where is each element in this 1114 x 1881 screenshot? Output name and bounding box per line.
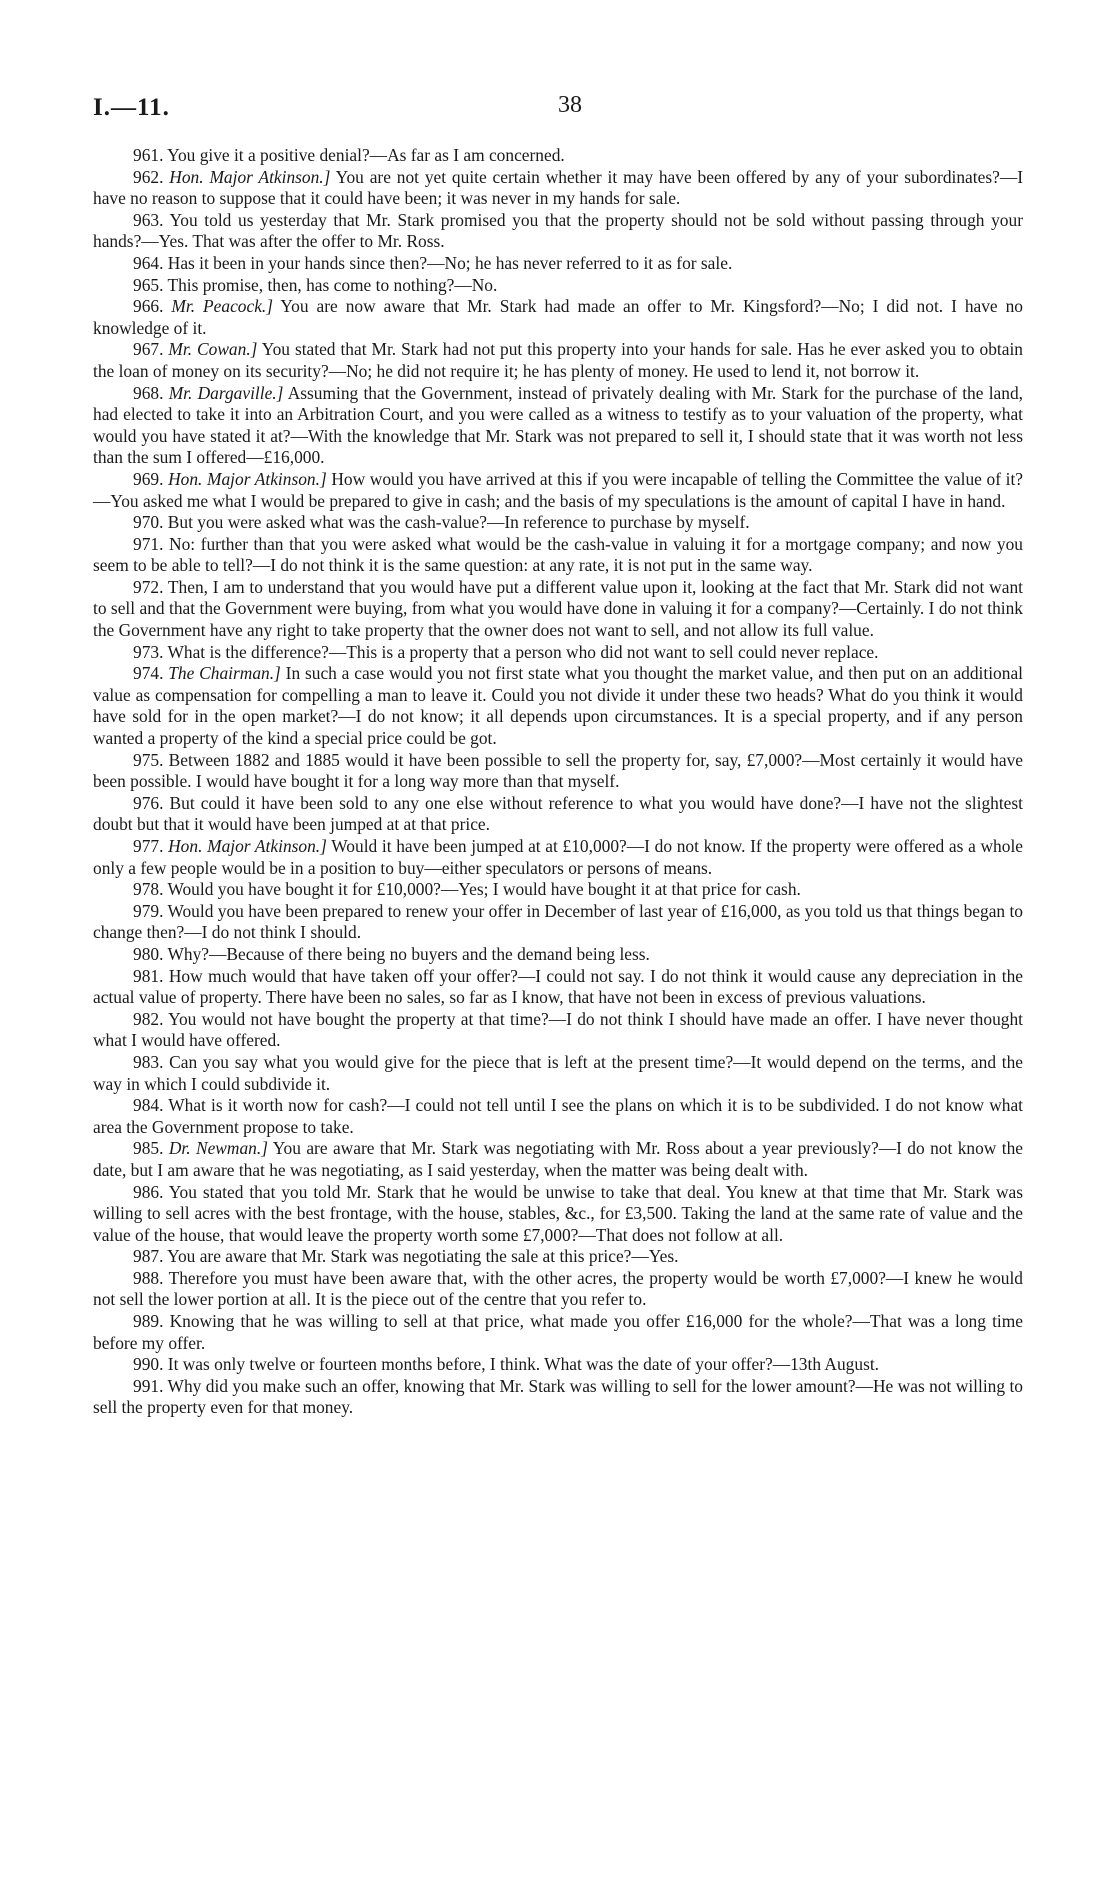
testimony-text: Would it have been jumped at at £10,000?—I do not know. If the property were offered as a whole only a few people would be in a position to buy—either speculators or persons of means. [93,836,1023,878]
testimony-paragraph: 971. No: further than that you were asked what would be the cash-value in valuing it for a mortgage company; and now you seem to be able to tell?—I do not think it is the same question: at any rate, it is not put in the same way. [93,533,1023,576]
question-number: 974. [133,663,164,684]
testimony-text: How would you have arrived at this if you were incapable of telling the Committee the value of it?—You asked me what I would be prepared to give in cash; and the basis of my speculations is the amount of capital I have in hand. [93,468,1023,511]
speaker-name: Mr. Peacock.] [171,296,274,317]
testimony-paragraph: 981. How much would that have taken off your offer?—I could not say. I do not think it would cause any depreciation in the actual value of property. There have been no sales, so far as I know, that have not been in excess of previous valuations. [93,965,1023,1008]
testimony-text: You are now aware that Mr. Stark had made an offer to Mr. Kingsford?—No; I did not. I have no knowledge of it. [93,296,1023,338]
testimony-paragraph: 990. It was only twelve or fourteen months before, I think. What was the date of your offer?—13th August. [133,1354,880,1375]
testimony-paragraph [93,836,1023,879]
testimony-paragraph: 979. Would you have been prepared to renew your offer in December of last year of £16,000, as you told us that things began to change then?—I do not think I should. [93,900,1023,943]
question-number: 967. [133,339,164,360]
question-number: 985. [133,1138,164,1159]
question-number: 969. [133,468,164,489]
testimony-paragraph [93,339,1023,382]
testimony-paragraph: 965. This promise, then, has come to nothing?—No. [133,274,498,295]
testimony-paragraph [93,167,1023,210]
speaker-name: Mr. Dargaville.] [168,382,284,403]
testimony-paragraph [93,469,1023,512]
testimony-paragraph: 987. You are aware that Mr. Stark was negotiating the sale at this price?—Yes. [133,1246,679,1267]
testimony-paragraph [93,663,1023,749]
question-number: 977. [133,836,164,856]
speaker-name: Hon. Major Atkinson.] [168,836,327,856]
testimony-text: You are not yet quite certain whether it may have been offered by any of your subordinates?—I have no reason to suppose that it could have been; it was never in my hands for sale. [93,166,1023,209]
page-number: 38 [558,92,582,118]
testimony-paragraph: 963. You told us yesterday that Mr. Stark promised you that the property should not be sold without passing through your hands?—Yes. That was after the offer to Mr. Ross. [93,209,1023,252]
speaker-name: Hon. Major Atkinson.] [168,468,327,489]
question-number: 968. [133,382,164,403]
testimony-paragraph: 970. But you were asked what was the cash-value?—In reference to purchase by myself. [133,512,750,533]
testimony-paragraph: 988. Therefore you must have been aware that, with the other acres, the property would be worth £7,000?—I knew he would not sell the lower portion at all. It is the piece out of the centre that you refer to. [93,1267,1023,1310]
document-body [93,145,1023,1419]
question-number: 962. [133,166,164,187]
testimony-paragraph: 961. You give it a positive denial?—As far as I am concerned. [133,145,565,165]
testimony-text: Assuming that the Government, instead of privately dealing with Mr. Stark for the purchase of the land, had elected to take it into an Arbitration Court, and you were called as a witness to testify as to your valuation of the property, what would you have stated it at?—With the knowledge that Mr. Stark was not prepared to sell it, I should state that it was worth not less than the sum I offered—£16,000. [93,382,1023,468]
speaker-name: Hon. Major Atkinson.] [169,166,331,187]
page-header [93,94,1023,124]
testimony-paragraph: 975. Between 1882 and 1885 would it have been possible to sell the property for, say, £7,000?—Most certainly it would have been possible. I would have bought it for a long way more than that myself. [93,749,1023,792]
testimony-paragraph: 973. What is the difference?—This is a property that a person who did not want to sell could never replace. [133,641,879,662]
testimony-paragraph: 986. You stated that you told Mr. Stark that he would be unwise to take that deal. You knew at that time that Mr. Stark was willing to sell acres with the best frontage, with the house, stables, &c., for £3,500. Taking the land at the same rate of value and the value of the house, that would leave the property worth some £7,000?—That does not follow at all. [93,1181,1023,1245]
testimony-paragraph: 976. But could it have been sold to any one else without reference to what you would have done?—I have not the slightest doubt but that it would have been jumped at at that price. [93,792,1023,835]
testimony-paragraph [93,1138,1023,1181]
testimony-paragraph [93,383,1023,469]
testimony-paragraph: 984. What is it worth now for cash?—I could not tell until I see the plans on which it is to be subdivided. I do not know what area the Government propose to take. [93,1095,1023,1137]
testimony-text: You stated that Mr. Stark had not put this property into your hands for sale. Has he ever asked you to obtain the loan of money on its security?—No; he did not require it; he has plenty of money. He used to lend it, not borrow it. [93,339,1023,381]
testimony-paragraph: 978. Would you have bought it for £10,000?—Yes; I would have bought it at that price for cash. [133,879,801,900]
testimony-text: You are aware that Mr. Stark was negotiating with Mr. Ross about a year previously?—I do not know the date, but I am aware that he was negotiating, as I said yesterday, when the matter was being dealt with. [93,1138,1023,1180]
speaker-name: The Chairman.] [168,663,281,684]
testimony-text: In such a case would you not first state what you thought the market value, and then put on an additional value as compensation for compelling a man to leave it. Could you not divide it under these two heads? What do you think it would have sold for in the open market?—I do not know; it all depends upon circumstances. It is a special property, and if any person wanted a property of the kind a special price could be got. [93,663,1023,749]
testimony-paragraph: 964. Has it been in your hands since then?—No; he has never referred to it as for sale. [133,252,733,273]
testimony-paragraph: 980. Why?—Because of there being no buyers and the demand being less. [133,943,650,964]
testimony-paragraph: 982. You would not have bought the property at that time?—I do not think I should have made an offer. I have never thought what I would have offered. [93,1008,1023,1051]
question-number: 966. [133,296,164,317]
testimony-paragraph: 983. Can you say what you would give for the piece that is left at the present time?—It would depend on the terms, and the way in which I could subdivide it. [93,1051,1023,1094]
document-code: I.—11. [93,94,170,121]
testimony-paragraph: 991. Why did you make such an offer, knowing that Mr. Stark was willing to sell for the lower amount?—He was not willing to sell the property even for that money. [93,1375,1023,1418]
speaker-name: Dr. Newman.] [168,1138,268,1159]
speaker-name: Mr. Cowan.] [168,339,258,360]
testimony-paragraph: 989. Knowing that he was willing to sell at that price, what made you offer £16,000 for the whole?—That was a long time before my offer. [93,1311,1023,1353]
testimony-paragraph: 972. Then, I am to understand that you would have put a different value upon it, looking at the fact that Mr. Stark did not want to sell and that the Government were buying, from what you would have done in valuing it for a company?—Certainly. I do not think the Government have any right to take property that the owner does not want to sell, and not allow its full value. [93,576,1023,641]
testimony-paragraph [93,296,1023,339]
